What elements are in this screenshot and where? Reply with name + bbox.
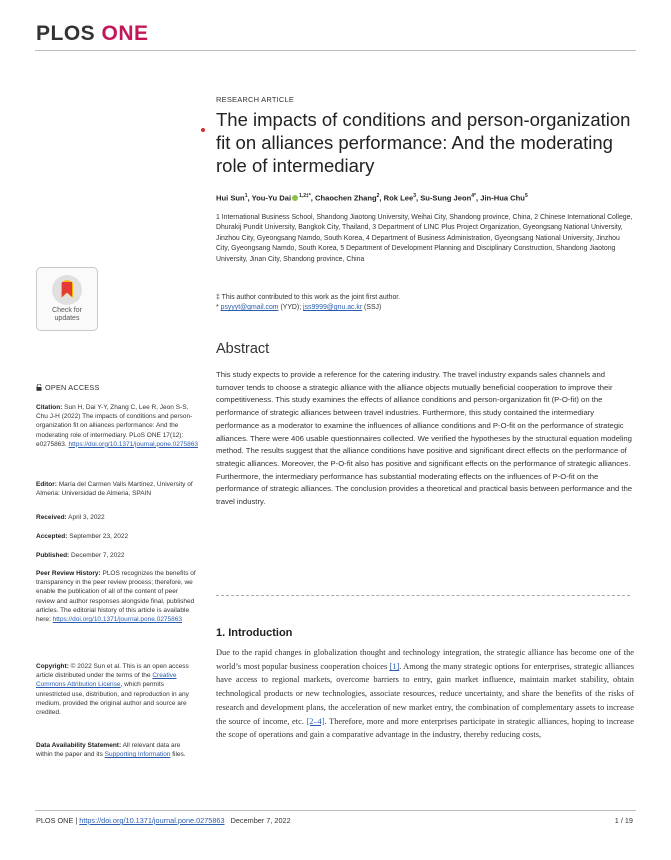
journal-logo[interactable] <box>36 22 149 46</box>
abstract-text: This study expects to provide a reference for the catering industry. The travel industry expands sales channels and turnover tends to choose a strategic alliance with the alliance objects mutually beneficial cooperation to improve their competitiveness. This study examines the effects of alliance conditions and person-organization fit (P-O-fit) on the performance of strategic alliances between travel industries. Furthermore, this study contained the intermediary performance as a moderator to examine the influences of alliance conditions and P-O-fit on the performance of strategic alliances. There were 406 usable questionnaires collected. We verified the hypotheses by the structural equation modeling method. The results suggest that the alliance conditions have positive and significant direct effects on the performance of strategic alliances. Moreover, the P-O-fit also has positive and significant effects on the performance of strategic alliances. Furthermore, the intermediary performance has substantial moderating effects on the influences of P-O-fit on the performance of strategic alliances. The conclusion provides a theoretical and practical basis between performance and the travel industry. <box>216 370 633 507</box>
peer-review-link[interactable]: https://doi.org/10.1371/journal.pone.0275863 <box>52 616 183 624</box>
correspondence-text: (YYD); <box>278 304 304 312</box>
received-label: Received: <box>36 514 67 521</box>
footer-citation <box>36 816 291 825</box>
copyright-block <box>36 662 198 717</box>
check-updates-icon <box>51 274 83 306</box>
citation-doi-link[interactable]: https://doi.org/10.1371/journal.pone.0275863 <box>68 440 198 448</box>
supporting-information-link[interactable]: Supporting Information <box>104 751 171 759</box>
introduction-text <box>216 646 634 742</box>
data-availability-text: files. <box>170 751 186 759</box>
received-value: April 3, 2022 <box>66 514 105 521</box>
author-name[interactable]: Rok Lee <box>383 193 414 203</box>
peer-review-block <box>36 569 198 624</box>
published-date <box>36 551 198 560</box>
email-link[interactable]: jss9999@gnu.ac.kr <box>303 304 363 312</box>
email-link[interactable]: psyyyt@gmail.com <box>220 304 279 312</box>
author-list: Hui Sun$^1$, You-Yu Dai $^{1,2\ddagger*}$, Chaochen Zhang$^2$, Rok Lee$^3$, Su-Sung Jeon$^{4*}$, Jin-Hua Chu$^5$ <box>216 193 528 203</box>
copyright-text: , which permits unrestricted use, distribution, and reproduction in any medium, provided the original author and source are credited. <box>36 681 189 717</box>
accepted-label: Accepted: <box>36 533 68 540</box>
published-label: Published: <box>36 552 70 559</box>
received-date <box>36 513 198 522</box>
peer-review-text: PLOS recognizes the benefits of transparency in the peer review process; therefore, we enable the publication of all of the content of peer review and author responses alongside final, published articles. The editorial history of this article is available here: <box>36 570 196 624</box>
accepted-value: September 23, 2022 <box>67 533 129 540</box>
crossmark-dot-icon <box>201 128 205 132</box>
editor-label: Editor: <box>36 481 57 488</box>
reference-link[interactable]: [1] <box>389 661 400 671</box>
contribution-notes <box>216 293 634 314</box>
introduction-heading: 1. Introduction <box>216 627 293 639</box>
footer-journal: PLOS ONE <box>36 816 74 825</box>
check-updates-line1: Check for <box>52 307 82 314</box>
accepted-date <box>36 532 198 541</box>
author-affil-sup: 4* <box>471 193 476 199</box>
logo-plos: PLOS <box>36 22 96 45</box>
editor-block <box>36 480 198 498</box>
author-name[interactable]: Hui Sun <box>216 193 245 203</box>
published-value: December 7, 2022 <box>69 552 125 559</box>
open-access-label: OPEN ACCESS <box>45 383 100 392</box>
open-access-badge <box>36 383 100 392</box>
footer-divider <box>35 810 636 811</box>
citation-text: Sun H, Dai Y-Y, Zhang C, Lee R, Jeon S-S, Chu J-H (2022) The impacts of conditions and person-organization fit on alliances performance: And the moderating role of intermediary. PLoS ONE 17(12): e0275863. <box>36 404 193 448</box>
footer-separator: | <box>73 816 80 825</box>
check-for-updates-button[interactable] <box>36 267 98 331</box>
reference-link[interactable]: [2–4] <box>306 716 325 726</box>
article-type: RESEARCH ARTICLE <box>216 95 295 104</box>
orcid-icon[interactable] <box>292 195 298 201</box>
author-affil-sup: 1,2‡* <box>299 193 311 199</box>
intro-text: Due to the rapid changes in globalization thought and technology integration, the strategic alliance has become one of the world’s most popular business cooperation choices <box>216 648 634 671</box>
section-divider <box>216 595 630 596</box>
author-name[interactable]: Jin-Hua Chu <box>480 193 525 203</box>
license-link[interactable]: Creative Commons Attribution License <box>36 672 177 689</box>
copyright-label: Copyright: <box>36 663 69 670</box>
footer-doi-link[interactable]: https://doi.org/10.1371/journal.pone.0275863 <box>79 816 225 825</box>
correspondence-text: (SSJ) <box>362 304 382 312</box>
author-affil-sup: 2 <box>376 193 380 199</box>
check-updates-line2: updates <box>54 315 80 322</box>
data-availability-text: All relevant data are within the paper and its <box>36 742 181 759</box>
open-lock-icon <box>36 384 42 391</box>
footer-date: December 7, 2022 <box>224 816 291 825</box>
correspondence <box>216 303 634 313</box>
author-name[interactable]: You-Yu Dai <box>251 193 292 203</box>
abstract-heading: Abstract <box>216 341 270 357</box>
editor-text: María del Carmen Valls Martínez, University of Almeria: Universidad de Almeria, SPAIN <box>36 481 193 498</box>
data-availability-block <box>36 741 198 759</box>
author-affil-sup: 1 <box>244 193 248 199</box>
page-number: 1 / 19 <box>614 816 633 825</box>
check-updates-label <box>37 307 97 323</box>
copyright-text: © 2022 Sun et al. This is an open access article distributed under the terms of the <box>36 663 189 680</box>
citation-block <box>36 403 198 449</box>
intro-text: . Among the many strategic options for enterprises, strategic alliances have access to regional markets, overcome barriers to entry, gain market influence, maintain market stability, obtain technological products or new technologies, associate resources, reduce uncertainty, and share the benefits of the risks of research and development plans, the acceleration of new market entry, the combination of complementary assets to increase the source of income, etc. <box>216 661 634 726</box>
author-name[interactable]: Chaochen Zhang <box>315 193 377 203</box>
header-divider <box>35 50 636 51</box>
logo-one: ONE <box>101 22 149 45</box>
article-title: The impacts of conditions and person-organization fit on alliances performance: And the moderating role of intermediary <box>216 109 631 176</box>
author-affil-sup: 5 <box>524 193 528 199</box>
data-availability-label: Data Availability Statement: <box>36 742 122 749</box>
correspondence-prefix: * <box>216 304 221 312</box>
citation-label: Citation: <box>36 404 63 411</box>
author-name[interactable]: Su-Sung Jeon <box>420 193 472 203</box>
author-affil-sup: 3 <box>413 193 416 199</box>
affiliations: 1 International Business School, Shandong Jiaotong University, Weihai City, Shandong province, China, 2 Chinese International College, Dhurakij Pundit University, Bangkok City, Thailand, 3 Department of LINC Plus Project Organization, Gyeongsang National University, Jinzhou City, Gyeongsang Namdo, South Korea, 4 Department of Business Administration, Gyeongsang National University, Jinzhou City, Gyeongsang Namdo, South Korea, 5 Department of Development Planning and Disciplinary Construction, Shandong Jiaotong University, Jinan City, Shandong province, China <box>216 214 633 263</box>
joint-first-author-note: ‡ This author contributed to this work as the joint first author. <box>216 294 401 301</box>
peer-review-label: Peer Review History: <box>36 570 101 577</box>
intro-text: . Therefore, more and more enterprises participate in strategic alliances, hoping to increase the scope of operations and gain a comparative advantage in the industry, thereby reducing costs, <box>216 716 634 740</box>
